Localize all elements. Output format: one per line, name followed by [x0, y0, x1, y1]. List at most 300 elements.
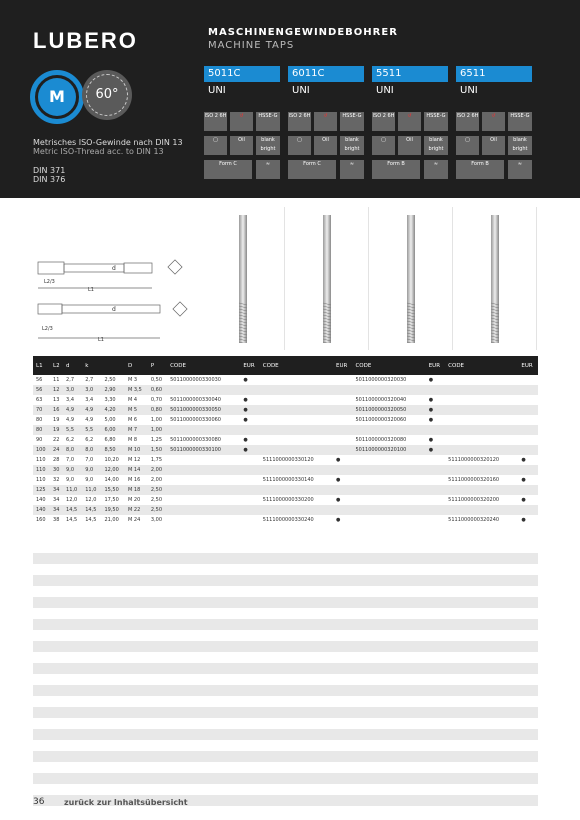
cell: 4,9: [66, 417, 74, 423]
cell: [260, 385, 333, 395]
cell: 5011000000330100: [167, 445, 240, 455]
cell: [240, 425, 259, 435]
col-header: EUR: [518, 356, 538, 375]
cell: [333, 465, 352, 475]
cell: 1,50: [148, 445, 167, 455]
cell: ●: [426, 405, 445, 415]
cell: ●: [428, 397, 434, 403]
cell: 80: [33, 425, 50, 435]
size-table: [33, 356, 538, 525]
cell: [445, 405, 518, 415]
cell: 5111000000320200: [448, 497, 500, 503]
cell: [167, 515, 240, 525]
tap-drawing: [30, 250, 200, 350]
cell: 7,0: [85, 457, 94, 463]
cell: [518, 385, 538, 395]
cell: 5011000000320050: [352, 405, 425, 415]
cell: [260, 415, 333, 425]
cell: ●: [428, 377, 434, 383]
cell: [167, 425, 240, 435]
cell: 21,00: [104, 517, 119, 523]
table-row: [33, 435, 538, 445]
cell: M 3: [127, 377, 138, 383]
cell: [426, 455, 445, 465]
bright-icon: blank bright: [256, 136, 280, 155]
product-code: 5011C: [204, 66, 280, 82]
din-2: DIN 376: [33, 175, 66, 184]
cell: ●: [521, 517, 526, 523]
cell: [518, 395, 538, 405]
cell: 19,50: [101, 505, 125, 515]
table-row: [33, 445, 538, 455]
cell: 5011000000330080: [170, 437, 221, 443]
cell: 1,00: [150, 417, 163, 423]
cell: 5111000000320160: [448, 477, 500, 483]
bore-icon: ▢: [288, 136, 311, 155]
desc-de: Metrisches ISO-Gewinde nach DIN 13: [33, 138, 183, 147]
cell: [333, 375, 352, 385]
cell: 0,50: [150, 377, 163, 383]
cell: [426, 475, 445, 485]
cell: 3,4: [66, 397, 74, 403]
bright-icon: blank bright: [424, 136, 448, 155]
cell: [240, 455, 259, 465]
col-header: [101, 356, 125, 375]
cell: 5111000000320120: [448, 457, 500, 463]
spiral-icon: ↺: [230, 112, 253, 131]
cell: M 20: [127, 497, 141, 503]
cell: 125: [33, 485, 50, 495]
table-row: [33, 455, 538, 465]
bright-icon: blank bright: [340, 136, 364, 155]
cell: 2,50: [148, 485, 167, 495]
cell: 14,5: [82, 505, 101, 515]
cell: [333, 405, 352, 415]
cell: [445, 445, 518, 455]
cell: M 22: [125, 505, 148, 515]
table-row: [33, 515, 538, 525]
cell: 70: [33, 405, 50, 415]
product-icons: [456, 112, 532, 184]
cell: 3,30: [104, 397, 116, 403]
cell: 12,0: [66, 497, 78, 503]
cell: [518, 485, 538, 495]
cell: 0,80: [148, 405, 167, 415]
svg-text:L1: L1: [98, 337, 104, 343]
cell: 6,2: [85, 437, 94, 443]
cell: [240, 505, 259, 515]
col-header: EUR: [240, 356, 259, 375]
cell: [167, 505, 240, 515]
form-icon: Form B: [456, 160, 504, 179]
cell: M 4: [127, 397, 138, 403]
cell: [352, 505, 425, 515]
cell: M 10: [125, 445, 148, 455]
cell: 1,00: [148, 425, 167, 435]
cell: 9,0: [82, 465, 101, 475]
cell: 6,2: [66, 437, 74, 443]
hsse-icon: HSSE-G: [340, 112, 364, 131]
bore-icon: ▢: [204, 136, 227, 155]
empty-row: [33, 729, 538, 740]
cell: M 18: [125, 485, 148, 495]
cell: [445, 395, 518, 405]
cell: 28: [53, 457, 60, 463]
cell: 5111000000330140: [262, 477, 314, 483]
cell: [240, 475, 259, 485]
product-code: 6011C: [288, 66, 364, 82]
product-type: UNI: [376, 85, 394, 96]
cell: 90: [36, 437, 43, 443]
col-header: CODE: [445, 356, 518, 375]
page-title: MASCHINENGEWINDEBOHRER: [208, 27, 398, 38]
cell: 1,75: [150, 457, 163, 463]
cell: [333, 385, 352, 395]
cell: 5011000000330060: [170, 417, 221, 423]
empty-row: [33, 575, 538, 586]
cell: 2,50: [148, 505, 167, 515]
cell: 24: [50, 445, 63, 455]
cell: 80: [36, 417, 43, 423]
table-row: [33, 375, 538, 385]
hsse-icon: HSSE-G: [508, 112, 532, 131]
cell: 3,00: [150, 517, 163, 523]
cell: 30: [50, 465, 63, 475]
cell: [352, 425, 425, 435]
cell: 16: [50, 405, 63, 415]
cell: M 5: [125, 405, 148, 415]
product-type: UNI: [292, 85, 310, 96]
cell: [445, 415, 518, 425]
chamfer-icon: ≈: [508, 160, 532, 179]
cell: ●: [243, 397, 248, 403]
cell: 7,0: [66, 457, 74, 463]
cell: [260, 435, 333, 445]
bore-icon: ▢: [372, 136, 395, 155]
cell: 12: [50, 385, 63, 395]
cell: [333, 505, 352, 515]
cell: 140: [33, 505, 50, 515]
cell: 1,25: [150, 437, 163, 443]
cell: 2,90: [101, 385, 125, 395]
cell: 5,5: [82, 425, 101, 435]
cell: [167, 385, 240, 395]
cell: 5111000000330200: [262, 497, 314, 503]
cell: [426, 425, 445, 435]
cell: 38: [53, 517, 60, 523]
oil-icon: Oil: [314, 136, 337, 155]
spiral-icon: ↺: [398, 112, 421, 131]
cell: [260, 485, 333, 495]
spiral-icon: ↺: [482, 112, 505, 131]
cell: [518, 505, 538, 515]
cell: [333, 395, 352, 405]
cell: [426, 495, 445, 505]
cell: M 8: [127, 437, 138, 443]
iso-icon: ISO 2 6H: [204, 112, 227, 131]
page-number: 36: [33, 797, 45, 807]
col-header: CODE: [260, 356, 333, 375]
cell: [518, 375, 538, 385]
cell: 56: [33, 385, 50, 395]
cell: [518, 405, 538, 415]
cell: 100: [33, 445, 50, 455]
form-icon: Form C: [204, 160, 252, 179]
product-2: [372, 66, 448, 96]
cell: ●: [243, 377, 248, 383]
chamfer-icon: ≈: [424, 160, 448, 179]
cell: 2,7: [66, 377, 74, 383]
iso-icon: ISO 2 6H: [372, 112, 395, 131]
cell: 5111000000320240: [448, 517, 500, 523]
product-code: 5511: [372, 66, 448, 82]
product-type: UNI: [208, 85, 226, 96]
svg-text:L1: L1: [88, 287, 94, 293]
cell: M 16: [127, 477, 141, 483]
product-icons: [288, 112, 364, 184]
cell: [167, 475, 240, 485]
table-row: [33, 425, 538, 435]
cell: 6,80: [104, 437, 116, 443]
cell: 2,7: [85, 377, 94, 383]
cell: 2,50: [104, 377, 116, 383]
col-header: EUR: [426, 356, 445, 375]
cell: 14,00: [104, 477, 119, 483]
cell: 3,0: [63, 385, 82, 395]
cell: 34: [50, 505, 63, 515]
cell: [518, 465, 538, 475]
iso-icon: ISO 2 6H: [456, 112, 479, 131]
cell: 19: [53, 417, 60, 423]
svg-text:d: d: [112, 265, 116, 272]
cell: ●: [240, 445, 259, 455]
cell: 3,4: [85, 397, 94, 403]
cell: ●: [240, 405, 259, 415]
table-row: [33, 485, 538, 495]
cell: [445, 465, 518, 475]
oil-icon: Oil: [398, 136, 421, 155]
tool-image: [454, 207, 537, 350]
cell: [240, 495, 259, 505]
col-header: d: [63, 356, 82, 375]
hsse-icon: HSSE-G: [424, 112, 448, 131]
cell: 15,50: [101, 485, 125, 495]
cell: [260, 505, 333, 515]
cell: [260, 465, 333, 475]
cell: [260, 425, 333, 435]
cell: [333, 415, 352, 425]
cell: 9,0: [85, 477, 94, 483]
cell: [445, 485, 518, 495]
empty-row: [33, 751, 538, 762]
product-0: [204, 66, 280, 96]
cell: [426, 385, 445, 395]
cell: 2,00: [148, 465, 167, 475]
cell: 160: [36, 517, 46, 523]
oil-icon: Oil: [482, 136, 505, 155]
empty-row: [33, 773, 538, 784]
cell: ●: [521, 457, 526, 463]
cell: M 7: [125, 425, 148, 435]
cell: [352, 475, 425, 485]
cell: ●: [243, 417, 248, 423]
tool-image: [370, 207, 453, 350]
table-row: [33, 475, 538, 485]
cell: 14,5: [85, 517, 97, 523]
col-header: CODE: [167, 356, 240, 375]
cell: [240, 465, 259, 475]
cell: [445, 435, 518, 445]
cell: [333, 485, 352, 495]
cell: 8,0: [63, 445, 82, 455]
table-row: [33, 415, 538, 425]
bore-icon: ▢: [456, 136, 479, 155]
cell: 2,00: [150, 477, 163, 483]
cell: ●: [336, 497, 341, 503]
cell: 12,0: [85, 497, 97, 503]
svg-text:L2/3: L2/3: [44, 279, 55, 285]
page-subtitle: MACHINE TAPS: [208, 40, 295, 51]
cell: [518, 415, 538, 425]
oil-icon: Oil: [230, 136, 253, 155]
cell: 14,5: [63, 505, 82, 515]
cell: [260, 405, 333, 415]
empty-row: [33, 641, 538, 652]
table-row: [33, 495, 538, 505]
cell: M 6: [127, 417, 138, 423]
cell: ●: [426, 445, 445, 455]
cell: 5,5: [63, 425, 82, 435]
cell: [167, 485, 240, 495]
cell: 4,9: [85, 417, 94, 423]
tool-image: [202, 207, 285, 350]
col-header: P: [148, 356, 167, 375]
product-type: UNI: [460, 85, 478, 96]
cell: 8,50: [101, 445, 125, 455]
cell: 5011000000330030: [170, 377, 221, 383]
cell: 4,9: [63, 405, 82, 415]
cell: 13: [53, 397, 60, 403]
cell: [240, 515, 259, 525]
empty-row: [33, 663, 538, 674]
cell: [352, 485, 425, 495]
empty-row: [33, 597, 538, 608]
cell: 34: [53, 497, 60, 503]
cell: [426, 505, 445, 515]
product-code: 6511: [456, 66, 532, 82]
product-icons: [204, 112, 280, 184]
tool-image: [286, 207, 369, 350]
cell: 10,20: [104, 457, 119, 463]
svg-text:L2/3: L2/3: [42, 326, 53, 332]
cell: 56: [36, 377, 43, 383]
cell: 110: [33, 465, 50, 475]
cell: [333, 445, 352, 455]
cell: [352, 515, 425, 525]
cell: [240, 485, 259, 495]
cell: 12,00: [101, 465, 125, 475]
cell: [333, 435, 352, 445]
cell: 63: [36, 397, 43, 403]
cell: [518, 445, 538, 455]
cell: ●: [243, 437, 248, 443]
col-header: L2: [50, 356, 63, 375]
back-to-toc-link[interactable]: zurück zur Inhaltsübersicht: [64, 798, 188, 807]
cell: ●: [521, 477, 526, 483]
cell: [352, 495, 425, 505]
cell: 5011000000330050: [167, 405, 240, 415]
cell: 5011000000320080: [355, 437, 407, 443]
cell: [426, 485, 445, 495]
cell: M 14: [125, 465, 148, 475]
table-row: [33, 395, 538, 405]
empty-row: [33, 619, 538, 630]
empty-row: [33, 707, 538, 718]
cell: 19: [50, 425, 63, 435]
cell: [333, 425, 352, 435]
cell: ●: [336, 517, 341, 523]
cell: [167, 495, 240, 505]
col-header: D: [125, 356, 148, 375]
cell: 14,5: [66, 517, 78, 523]
chamfer-icon: ≈: [256, 160, 280, 179]
din-1: DIN 371: [33, 166, 66, 175]
cell: [445, 425, 518, 435]
cell: [352, 455, 425, 465]
table-row: [33, 405, 538, 415]
table-row: [33, 465, 538, 475]
header-band: [0, 0, 580, 198]
product-3: [456, 66, 532, 96]
cell: 11,0: [63, 485, 82, 495]
cell: ●: [428, 437, 434, 443]
form-icon: Form C: [288, 160, 336, 179]
col-header: CODE: [352, 356, 425, 375]
cell: [445, 385, 518, 395]
cell: [426, 515, 445, 525]
cell: [260, 395, 333, 405]
cell: [445, 505, 518, 515]
cell: [167, 465, 240, 475]
cell: 5111000000330240: [262, 517, 314, 523]
col-header: EUR: [333, 356, 352, 375]
cell: 140: [36, 497, 46, 503]
cell: 9,0: [63, 465, 82, 475]
brand-logo: LUBERO: [33, 28, 138, 53]
iso-icon: ISO 2 6H: [288, 112, 311, 131]
table-row: [33, 505, 538, 515]
cell: 4,9: [82, 405, 101, 415]
svg-text:d: d: [112, 306, 116, 313]
cell: 5011000000320030: [355, 377, 407, 383]
cell: 34: [50, 485, 63, 495]
form-icon: Form B: [372, 160, 420, 179]
thread-badge: M: [30, 70, 84, 124]
chamfer-icon: ≈: [340, 160, 364, 179]
cell: 4,20: [101, 405, 125, 415]
cell: 110: [36, 477, 46, 483]
cell: [352, 465, 425, 475]
spiral-icon: ↺: [314, 112, 337, 131]
angle-badge: 60°: [82, 70, 132, 120]
cell: 0,60: [148, 385, 167, 395]
cell: 0,70: [150, 397, 163, 403]
cell: [240, 385, 259, 395]
cell: 6,00: [101, 425, 125, 435]
cell: 3,0: [82, 385, 101, 395]
cell: [260, 375, 333, 385]
col-header: k: [82, 356, 101, 375]
